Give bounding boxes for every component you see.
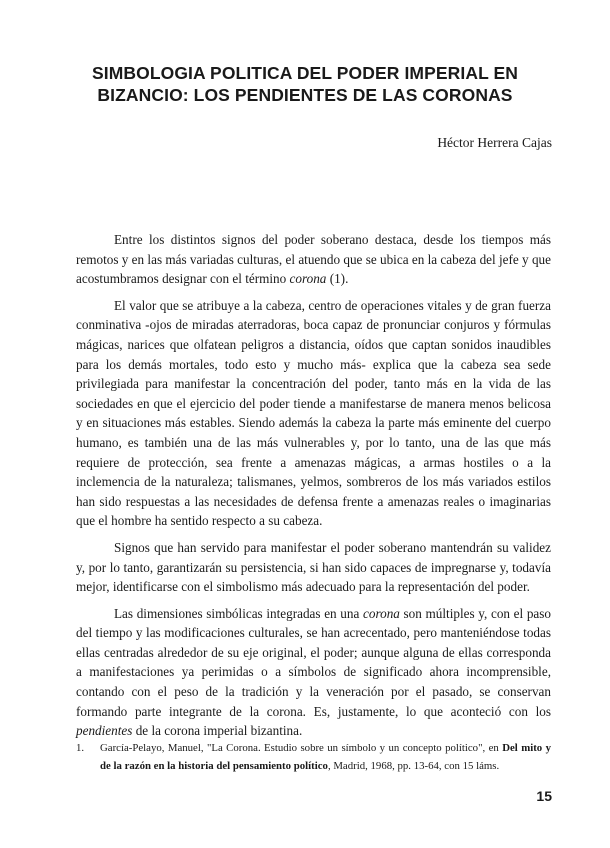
paragraph-1	[76, 230, 551, 289]
article-body	[76, 230, 551, 741]
paragraph-4-italic-term-1: corona	[363, 605, 400, 621]
footnote-text-a: García-Pelayo, Manuel, "La Corona. Estudio sobre un símbolo y un concepto político", en	[100, 742, 503, 754]
paragraph-4-italic-term-2: pendientes	[76, 723, 133, 739]
paragraph-3: Signos que han servido para manifestar el poder soberano mantendrán su validez y, por lo tanto, garantizarán su persistencia, si han sido capaces de impregnarse y, todavía mejor, identificarse con el simbolismo más adecuado para la representación del poder.	[76, 539, 551, 595]
paragraph-4	[76, 604, 551, 741]
footnote-text	[100, 739, 551, 775]
footnote-number: 1.	[76, 742, 85, 754]
footnote	[76, 739, 551, 775]
page-number: 15	[536, 788, 552, 804]
title-line-2: BIZANCIO: LOS PENDIENTES DE LAS CORONAS	[97, 85, 513, 105]
paragraph-4-text-a: Las dimensiones simbólicas integradas en una	[114, 605, 364, 621]
author-name: Héctor Herrera Cajas	[437, 135, 552, 150]
article-title	[60, 62, 550, 106]
paragraph-1-text-b: (1).	[326, 271, 349, 287]
paragraph-4-text-c: de la corona imperial bizantina.	[132, 723, 303, 739]
paragraph-1-italic-term: corona	[289, 271, 327, 287]
paragraph-2: El valor que se atribuye a la cabeza, centro de operaciones vitales y de gran fuerza conminativa -ojos de miradas aterradoras, boca capaz de pronunciar conjuros y fórmulas mágicas, narices que olfatean peligros a distancia, oídos que captan sonidos inaudibles para los demás mortales, todo esto y mucho más- explica que la cabeza sea sede privilegiada para manifestar la concentración del poder, tanto más en la vida de las sociedades en que el ejercicio del poder tiende a manifestarse de manera menos belicosa y en situaciones más estables. Siendo además la cabeza la parte más eminente del cuerpo humano, es también una de las más vulnerables y, por lo tanto, una de las que más requiere de protección, sea frente a amenazas mágicas, a armas hostiles o a la inclemencia de la naturaleza; talismanes, yelmos, sombreros de los más variados estilos han sido respuestas a las necesidades de defensa frente a amenazas reales o imaginarias que el hombre ha sentido respecto a su cabeza.	[76, 297, 551, 529]
footnote-text-b: , Madrid, 1968, pp. 13-64, con 15 láms.	[327, 760, 500, 772]
footnote-book-title: Del mito y de la razón en la historia del pensamiento político	[100, 742, 552, 772]
paragraph-4-text-b: son múltiples y, con el paso del tiempo y las modificaciones culturales, se han acrecentado, pero manteniéndose todas ellas centradas alrededor de su eje original, el poder; aunque alguna de ellas corresponda a manifestaciones ya perimidas o a símbolos de significado ahora incomprensible, contando con el peso de la tradición y la veneración por el pasado, se conservan formando parte integrante de la corona. Es, justamente, lo que aconteció con los	[76, 605, 552, 719]
title-line-1: SIMBOLOGIA POLITICA DEL PODER IMPERIAL EN	[91, 63, 519, 83]
paragraph-1-text-a: Entre los distintos signos del poder soberano destaca, desde los tiempos más remotos y en las más variadas culturas, el atuendo que se ubica en la cabeza del jefe y que acostumbramos designar con el término	[76, 232, 551, 287]
